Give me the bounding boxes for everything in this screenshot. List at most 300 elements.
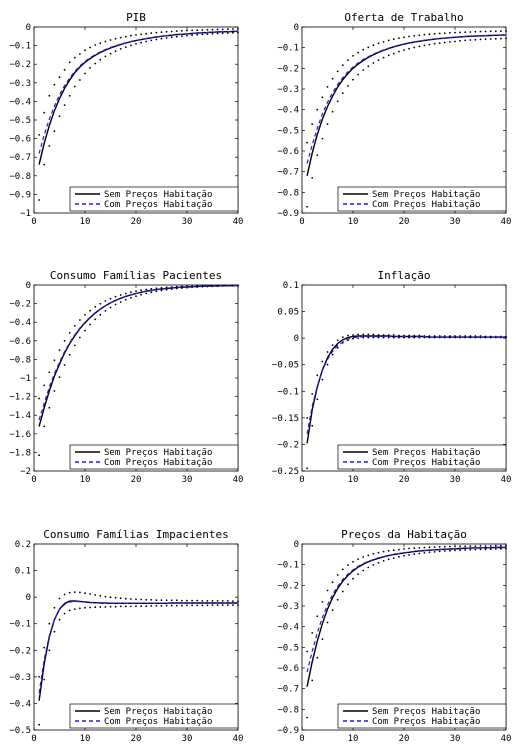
confidence-band-point (490, 38, 492, 40)
confidence-band-point (145, 293, 147, 295)
confidence-band-point (64, 69, 66, 71)
confidence-band-point (306, 717, 308, 719)
confidence-band-point (120, 294, 122, 296)
confidence-band-point (373, 553, 375, 555)
series-com-line (39, 31, 238, 153)
confidence-band-point (500, 30, 502, 32)
y-tick-label: −0.7 (9, 153, 31, 164)
y-tick-label: 0 (25, 593, 31, 604)
confidence-band-point (59, 598, 61, 600)
confidence-band-point (64, 364, 66, 366)
confidence-band-point (115, 606, 117, 608)
confidence-band-point (327, 364, 329, 366)
confidence-band-point (408, 548, 410, 550)
confidence-band-point (130, 45, 132, 47)
confidence-band-point (48, 649, 50, 651)
y-tick-label: 0 (293, 540, 299, 550)
y-tick-label: −0.25 (271, 467, 299, 477)
y-tick-label: −0.1 (277, 43, 299, 54)
confidence-band-point (495, 38, 497, 40)
confidence-band-point (171, 36, 173, 38)
confidence-band-point (79, 319, 81, 321)
confidence-band-point (480, 549, 482, 551)
legend-label: Sem Preços Habitação (104, 190, 213, 200)
confidence-band-point (454, 550, 456, 552)
y-tick-label: −0.8 (277, 188, 299, 199)
confidence-band-point (166, 31, 168, 33)
y-tick-label: −0.8 (9, 355, 31, 366)
confidence-band-point (176, 30, 178, 32)
x-tick-label: 40 (232, 475, 244, 485)
confidence-band-point (316, 657, 318, 659)
confidence-band-point (454, 546, 456, 548)
y-tick-label: −0.7 (277, 167, 299, 178)
y-tick-label: −0.5 (277, 126, 299, 137)
x-tick-label: 40 (500, 475, 512, 485)
plot-frame (302, 27, 506, 213)
confidence-band-point (43, 647, 45, 649)
y-tick-label: −0.2 (277, 64, 299, 75)
x-tick-label: 0 (299, 217, 305, 227)
confidence-band-point (388, 40, 390, 42)
confidence-band-point (357, 74, 359, 76)
plot-frame (302, 285, 506, 471)
legend-label: Com Preços Habitação (372, 200, 481, 210)
y-tick-label: −0.4 (9, 318, 31, 329)
confidence-band-point (362, 69, 364, 71)
series-com-line (307, 35, 506, 164)
x-tick-label: 0 (31, 734, 37, 744)
confidence-band-point (181, 600, 183, 602)
confidence-band-point (418, 46, 420, 48)
confidence-band-point (201, 34, 203, 36)
y-tick-label: −0.5 (9, 726, 31, 736)
legend-label: Com Preços Habitação (104, 200, 213, 210)
confidence-band-point (327, 123, 329, 125)
confidence-band-point (69, 592, 71, 594)
confidence-band-point (89, 607, 91, 609)
confidence-band-point (306, 467, 308, 469)
confidence-band-point (130, 598, 132, 600)
confidence-band-point (398, 556, 400, 558)
confidence-band-point (207, 600, 209, 602)
chart-title: Consumo Famílias Pacientes (49, 269, 223, 282)
x-tick-label: 40 (500, 217, 512, 227)
confidence-band-point (408, 36, 410, 38)
confidence-band-point (398, 51, 400, 53)
confidence-band-point (43, 164, 45, 166)
confidence-band-point (156, 290, 158, 292)
confidence-band-point (464, 549, 466, 551)
confidence-band-point (311, 123, 313, 125)
series-com-line (307, 547, 506, 672)
confidence-band-point (186, 605, 188, 607)
confidence-band-point (311, 177, 313, 179)
confidence-band-point (207, 605, 209, 607)
confidence-band-point (352, 79, 354, 81)
confidence-band-point (69, 61, 71, 63)
confidence-band-point (403, 548, 405, 550)
y-tick-label: −0.1 (9, 41, 31, 52)
confidence-band-point (357, 558, 359, 560)
confidence-band-point (59, 76, 61, 78)
confidence-band-point (332, 354, 334, 356)
y-tick-label: −0.15 (271, 413, 299, 424)
confidence-band-point (316, 398, 318, 400)
confidence-band-point (48, 372, 50, 374)
confidence-band-point (191, 605, 193, 607)
legend (70, 704, 238, 728)
x-tick-label: 20 (398, 734, 410, 744)
plot-frame (34, 285, 238, 471)
confidence-band-point (367, 567, 369, 569)
confidence-band-point (403, 36, 405, 38)
confidence-band-point (110, 307, 112, 309)
confidence-band-point (367, 555, 369, 557)
confidence-band-point (337, 599, 339, 601)
y-tick-label: −1.6 (9, 429, 31, 440)
confidence-band-point (337, 574, 339, 576)
confidence-band-point (94, 606, 96, 608)
confidence-band-point (490, 30, 492, 32)
confidence-band-point (217, 604, 219, 606)
series-sem-line (39, 601, 238, 701)
series-sem-line (39, 31, 238, 164)
confidence-band-point (115, 296, 117, 298)
confidence-band-point (398, 37, 400, 39)
confidence-band-point (454, 32, 456, 34)
confidence-band-point (505, 38, 507, 40)
confidence-band-point (469, 549, 471, 551)
confidence-band-point (89, 310, 91, 312)
confidence-band-point (130, 291, 132, 293)
confidence-band-point (84, 314, 86, 316)
confidence-band-point (332, 111, 334, 113)
confidence-band-point (115, 597, 117, 599)
confidence-band-point (94, 63, 96, 65)
x-tick-label: 0 (299, 475, 305, 485)
confidence-band-point (99, 303, 101, 305)
confidence-band-point (69, 332, 71, 334)
confidence-band-point (145, 33, 147, 35)
confidence-band-point (227, 28, 229, 30)
confidence-band-point (495, 545, 497, 547)
confidence-band-point (444, 546, 446, 548)
confidence-band-point (115, 50, 117, 52)
confidence-band-point (413, 47, 415, 49)
confidence-band-point (120, 597, 122, 599)
confidence-band-point (64, 340, 66, 342)
y-tick-label: 0.1 (282, 281, 299, 291)
y-tick-label: −0.4 (277, 105, 299, 116)
confidence-band-point (145, 41, 147, 43)
y-tick-label: −0.3 (277, 85, 299, 95)
confidence-band-point (54, 607, 56, 609)
confidence-band-point (237, 604, 239, 606)
confidence-band-point (480, 31, 482, 33)
y-tick-label: −1.8 (9, 448, 31, 459)
y-tick-label: −0.3 (9, 78, 31, 89)
confidence-band-point (99, 606, 101, 608)
x-tick-label: 30 (181, 734, 193, 744)
y-tick-label: 0 (25, 23, 31, 33)
series-sem-line (307, 547, 506, 686)
confidence-band-point (135, 34, 137, 36)
confidence-band-point (156, 32, 158, 34)
confidence-band-point (79, 79, 81, 81)
confidence-band-point (130, 297, 132, 299)
confidence-band-point (94, 594, 96, 596)
confidence-band-point (337, 101, 339, 103)
y-tick-label: −0.1 (9, 619, 31, 630)
confidence-band-point (459, 32, 461, 34)
confidence-band-point (74, 57, 76, 59)
confidence-band-point (367, 65, 369, 67)
y-tick-label: −1 (20, 209, 31, 219)
x-tick-label: 0 (299, 734, 305, 744)
confidence-band-point (105, 606, 107, 608)
confidence-band-point (485, 38, 487, 40)
confidence-band-point (125, 293, 127, 295)
confidence-band-point (166, 599, 168, 601)
legend (338, 704, 506, 728)
confidence-band-point (166, 37, 168, 39)
confidence-band-point (444, 550, 446, 552)
confidence-band-point (485, 548, 487, 550)
chart-title: Inflação (377, 269, 431, 282)
x-tick-label: 40 (232, 734, 244, 744)
confidence-band-point (74, 345, 76, 347)
confidence-band-point (322, 379, 324, 381)
confidence-band-point (74, 86, 76, 88)
y-tick-label: −0.8 (277, 705, 299, 716)
confidence-band-point (54, 390, 56, 392)
confidence-band-point (84, 49, 86, 51)
confidence-band-point (408, 554, 410, 556)
legend-label: Com Preços Habitação (372, 717, 481, 727)
y-tick-label: −0.5 (277, 643, 299, 654)
confidence-band-point (500, 545, 502, 547)
legend (70, 187, 238, 211)
confidence-band-point (181, 605, 183, 607)
confidence-band-point (48, 407, 50, 409)
confidence-band-point (327, 622, 329, 624)
y-tick-label: −0.2 (277, 440, 299, 451)
y-tick-label: −0.7 (277, 684, 299, 695)
confidence-band-point (342, 569, 344, 571)
confidence-band-point (38, 199, 40, 201)
confidence-band-point (79, 592, 81, 594)
confidence-band-point (115, 304, 117, 306)
confidence-band-point (337, 71, 339, 73)
confidence-band-point (217, 29, 219, 31)
confidence-band-point (316, 374, 318, 376)
confidence-band-point (145, 599, 147, 601)
confidence-band-point (105, 300, 107, 302)
x-tick-label: 20 (130, 217, 142, 227)
confidence-band-point (464, 31, 466, 33)
confidence-band-point (342, 591, 344, 593)
confidence-band-point (232, 28, 234, 30)
confidence-band-point (388, 54, 390, 56)
confidence-band-point (145, 289, 147, 291)
confidence-band-point (424, 45, 426, 47)
confidence-band-point (352, 55, 354, 57)
confidence-band-point (191, 600, 193, 602)
confidence-band-point (439, 546, 441, 548)
confidence-band-point (232, 604, 234, 606)
confidence-band-point (94, 44, 96, 46)
confidence-band-point (424, 547, 426, 549)
confidence-band-point (125, 606, 127, 608)
series-com-line (307, 337, 506, 434)
confidence-band-point (362, 334, 364, 336)
confidence-band-point (347, 59, 349, 61)
confidence-band-point (227, 600, 229, 602)
confidence-band-point (89, 593, 91, 595)
legend (338, 187, 506, 211)
confidence-band-point (352, 578, 354, 580)
confidence-band-point (327, 86, 329, 88)
confidence-band-point (48, 145, 50, 147)
confidence-band-point (327, 351, 329, 353)
x-tick-label: 40 (232, 217, 244, 227)
confidence-band-point (469, 545, 471, 547)
confidence-band-point (99, 59, 101, 61)
confidence-band-point (495, 548, 497, 550)
confidence-band-point (418, 553, 420, 555)
confidence-band-point (449, 32, 451, 34)
x-tick-label: 30 (449, 217, 461, 227)
confidence-band-point (434, 43, 436, 45)
confidence-band-point (378, 562, 380, 564)
confidence-band-point (48, 623, 50, 625)
confidence-band-point (429, 546, 431, 548)
confidence-band-point (237, 600, 239, 602)
confidence-band-point (373, 334, 375, 336)
confidence-band-point (171, 31, 173, 33)
y-tick-label: −0.9 (277, 209, 299, 219)
confidence-band-point (337, 339, 339, 341)
confidence-band-point (94, 319, 96, 321)
x-tick-label: 10 (79, 475, 91, 485)
confidence-band-point (485, 31, 487, 33)
confidence-band-point (373, 62, 375, 64)
confidence-band-point (393, 334, 395, 336)
confidence-band-point (316, 154, 318, 156)
confidence-band-point (64, 594, 66, 596)
confidence-band-point (352, 334, 354, 336)
confidence-band-point (212, 33, 214, 35)
x-tick-label: 40 (500, 734, 512, 744)
y-tick-label: −1 (20, 374, 31, 384)
y-tick-label: −2 (20, 467, 31, 477)
confidence-band-point (43, 385, 45, 387)
confidence-band-point (505, 548, 507, 550)
legend-label: Com Preços Habitação (372, 458, 481, 468)
confidence-band-point (161, 31, 163, 33)
confidence-band-point (408, 48, 410, 50)
legend-label: Sem Preços Habitação (104, 707, 213, 717)
confidence-band-point (79, 337, 81, 339)
confidence-band-point (322, 638, 324, 640)
confidence-band-point (176, 599, 178, 601)
y-tick-label: −0.4 (9, 699, 31, 710)
confidence-band-point (398, 549, 400, 551)
legend-label: Sem Preços Habitação (372, 448, 481, 458)
series-com-line (39, 286, 238, 420)
chart-title: Preços da Habitação (341, 528, 467, 541)
confidence-band-point (444, 42, 446, 44)
confidence-band-point (439, 551, 441, 553)
confidence-band-point (191, 34, 193, 36)
y-tick-label: −0.8 (9, 171, 31, 182)
plot-frame (34, 544, 238, 730)
confidence-band-point (413, 35, 415, 37)
confidence-band-point (393, 549, 395, 551)
confidence-band-point (347, 564, 349, 566)
confidence-band-point (161, 38, 163, 40)
confidence-band-point (439, 33, 441, 35)
x-tick-label: 30 (181, 217, 193, 227)
confidence-band-point (413, 547, 415, 549)
confidence-band-point (99, 42, 101, 44)
y-tick-label: 0.05 (277, 307, 299, 318)
confidence-band-point (429, 551, 431, 553)
legend-label: Com Preços Habitação (104, 458, 213, 468)
series-sem-line (39, 286, 238, 427)
y-tick-label: −0.2 (9, 60, 31, 71)
confidence-band-point (505, 30, 507, 32)
legend-label: Sem Preços Habitação (372, 190, 481, 200)
confidence-band-point (367, 46, 369, 48)
confidence-band-point (322, 361, 324, 363)
confidence-band-point (110, 53, 112, 55)
confidence-band-point (207, 29, 209, 31)
confidence-band-point (84, 607, 86, 609)
confidence-band-point (186, 30, 188, 32)
confidence-band-point (171, 605, 173, 607)
confidence-band-point (84, 592, 86, 594)
confidence-band-point (480, 545, 482, 547)
confidence-band-point (207, 33, 209, 35)
plot-frame (34, 27, 238, 213)
confidence-band-point (332, 78, 334, 80)
confidence-band-point (161, 290, 163, 292)
confidence-band-point (69, 354, 71, 356)
confidence-band-point (342, 64, 344, 66)
confidence-band-point (105, 596, 107, 598)
confidence-band-point (480, 39, 482, 41)
confidence-band-point (469, 31, 471, 33)
x-tick-label: 30 (181, 475, 193, 485)
confidence-band-point (64, 613, 66, 615)
confidence-band-point (362, 49, 364, 51)
confidence-band-point (383, 41, 385, 43)
confidence-band-point (196, 600, 198, 602)
chart-panel (277, 11, 511, 227)
confidence-band-point (79, 53, 81, 55)
x-tick-label: 30 (449, 475, 461, 485)
confidence-band-point (84, 330, 86, 332)
confidence-band-point (475, 545, 477, 547)
confidence-band-point (110, 39, 112, 41)
confidence-band-point (120, 606, 122, 608)
confidence-band-point (105, 310, 107, 312)
confidence-band-point (212, 600, 214, 602)
confidence-band-point (332, 609, 334, 611)
confidence-band-point (64, 104, 66, 106)
